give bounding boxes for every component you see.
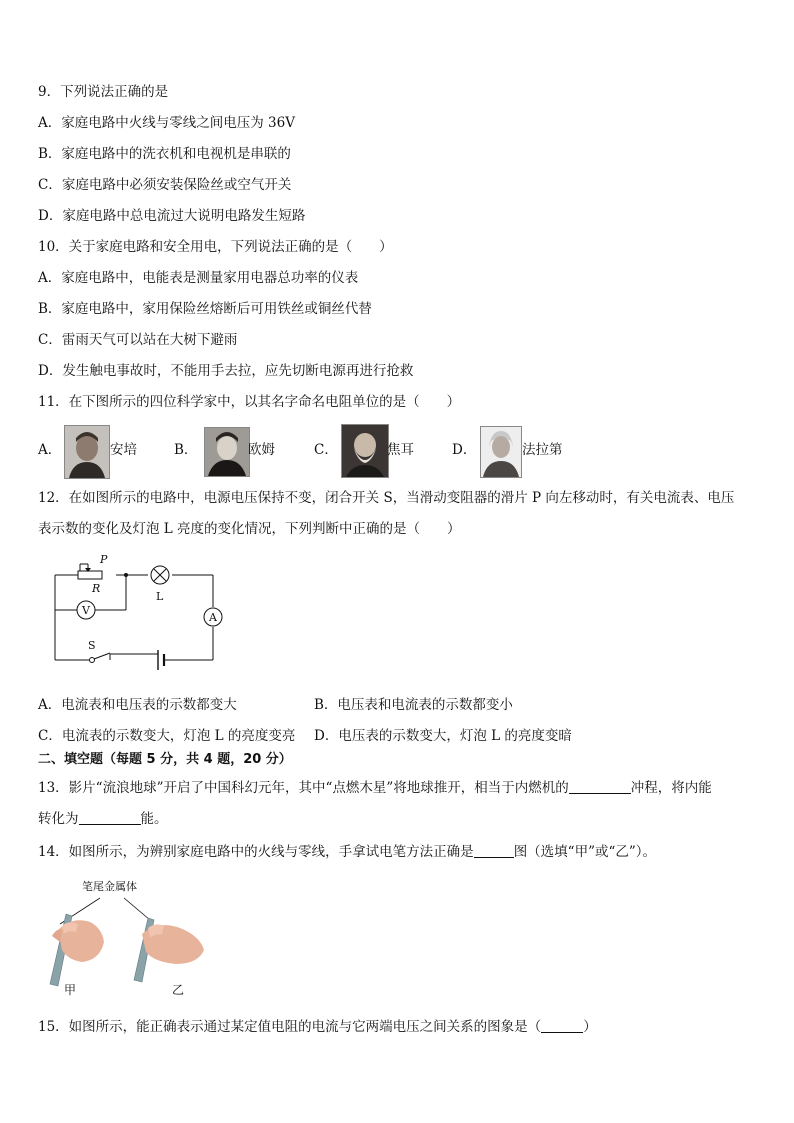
q13-line2-before: 转化为 bbox=[38, 811, 79, 827]
q10-stem: 10．关于家庭电路和安全用电，下列说法正确的是（ ） bbox=[38, 239, 393, 255]
q9-option-a: A．家庭电路中火线与零线之间电压为 36V bbox=[38, 115, 295, 131]
lamp-l-label: L bbox=[156, 590, 164, 603]
q12-option-a: A．电流表和电压表的示数都变大 bbox=[38, 697, 237, 713]
q12-stem-line2: 表示数的变化及灯泡 L 亮度的变化情况，下列判断中正确的是（ ） bbox=[38, 521, 461, 537]
q12-stem-line1: 12．在如图所示的电路中，电源电压保持不变，闭合开关 S，当滑动变阻器的滑片 P 向左移动时，有关电流表、电压 bbox=[38, 490, 735, 506]
q11-option-b-name: 欧姆 bbox=[248, 442, 275, 458]
q12-option-d: D．电压表的示数变大，灯泡 L 的亮度变暗 bbox=[314, 728, 572, 744]
q11-option-d-name: 法拉第 bbox=[522, 442, 563, 458]
q11-option-d-letter: D． bbox=[452, 442, 477, 458]
q13-line2 bbox=[38, 810, 168, 828]
hand-left bbox=[50, 914, 104, 986]
q9-stem: 9．下列说法正确的是 bbox=[38, 84, 169, 100]
q15-stem-before: 15．如图所示，能正确表示通过某定值电阻的电流与它两端电压之间关系的图象是（ bbox=[38, 1019, 542, 1035]
label-jia: 甲 bbox=[64, 983, 77, 997]
q12-option-b: B．电压表和电流表的示数都变小 bbox=[314, 697, 513, 713]
q14-blank[interactable] bbox=[474, 843, 514, 858]
q14-stem-before: 14．如图所示，为辨别家庭电路中的火线与零线，手拿试电笔方法正确是 bbox=[38, 844, 474, 860]
q13-line2-after: 能。 bbox=[140, 811, 168, 827]
q15-blank[interactable] bbox=[541, 1018, 583, 1033]
q11-option-a-letter: A． bbox=[38, 442, 62, 458]
q11-option-c-name: 焦耳 bbox=[387, 442, 414, 458]
ammeter-label: A bbox=[209, 611, 217, 624]
rheostat-r bbox=[78, 571, 102, 579]
q9-option-d: D．家庭电路中总电流过大说明电路发生短路 bbox=[38, 208, 306, 224]
ampere-portrait bbox=[64, 425, 110, 479]
q12-option-c: C．电流表的示数变大，灯泡 L 的亮度变亮 bbox=[38, 728, 296, 744]
q14-test-pen-figure bbox=[38, 876, 218, 1000]
faraday-portrait bbox=[480, 426, 522, 478]
q15-stem-after: ） bbox=[583, 1019, 597, 1035]
hand-right bbox=[134, 918, 204, 982]
q9-option-c: C．家庭电路中必须安装保险丝或空气开关 bbox=[38, 177, 292, 193]
q13-blank-2[interactable] bbox=[79, 810, 141, 825]
q11-option-c-letter: C． bbox=[314, 442, 338, 458]
section2-title: 二、填空题（每题 5 分，共 4 题，20 分） bbox=[38, 752, 292, 767]
rheostat-r-label: R bbox=[92, 582, 101, 595]
label-yi: 乙 bbox=[172, 983, 185, 997]
joule-portrait bbox=[341, 424, 389, 478]
q12-circuit-diagram bbox=[40, 550, 240, 670]
q13-line1-after: 冲程，将内能 bbox=[630, 780, 712, 796]
q11-stem: 11．在下图所示的四位科学家中，以其名字命名电阻单位的是（ ） bbox=[38, 394, 461, 410]
q9-option-b: B．家庭电路中的洗衣机和电视机是串联的 bbox=[38, 146, 291, 162]
q10-option-c: C．雷雨天气可以站在大树下避雨 bbox=[38, 332, 238, 348]
pen-tail-metal-label: 笔尾金属体 bbox=[82, 880, 137, 893]
q15-stem bbox=[38, 1018, 597, 1036]
switch-s bbox=[94, 653, 110, 659]
q11-option-b-letter: B． bbox=[174, 442, 198, 458]
q14-stem bbox=[38, 843, 656, 861]
q13-blank-1[interactable] bbox=[569, 779, 631, 794]
q11-option-a-name: 安培 bbox=[110, 442, 137, 458]
q10-option-b: B．家庭电路中，家用保险丝熔断后可用铁丝或铜丝代替 bbox=[38, 301, 372, 317]
q13-line1 bbox=[38, 779, 712, 797]
voltmeter-label: V bbox=[82, 604, 90, 617]
switch-s-label: S bbox=[88, 639, 96, 652]
ohm-portrait bbox=[204, 427, 250, 477]
q10-option-d: D．发生触电事故时，不能用手去拉，应先切断电源再进行抢救 bbox=[38, 363, 414, 379]
q13-line1-text: 13．影片“流浪地球”开启了中国科幻元年，其中“点燃木星”将地球推开，相当于内燃机的 bbox=[38, 780, 569, 796]
slider-p-label: P bbox=[100, 553, 108, 566]
lamp-l bbox=[151, 566, 169, 584]
q10-option-a: A．家庭电路中，电能表是测量家用电器总功率的仪表 bbox=[38, 270, 359, 286]
q14-stem-after: 图（选填“甲”或“乙”）。 bbox=[513, 844, 657, 860]
